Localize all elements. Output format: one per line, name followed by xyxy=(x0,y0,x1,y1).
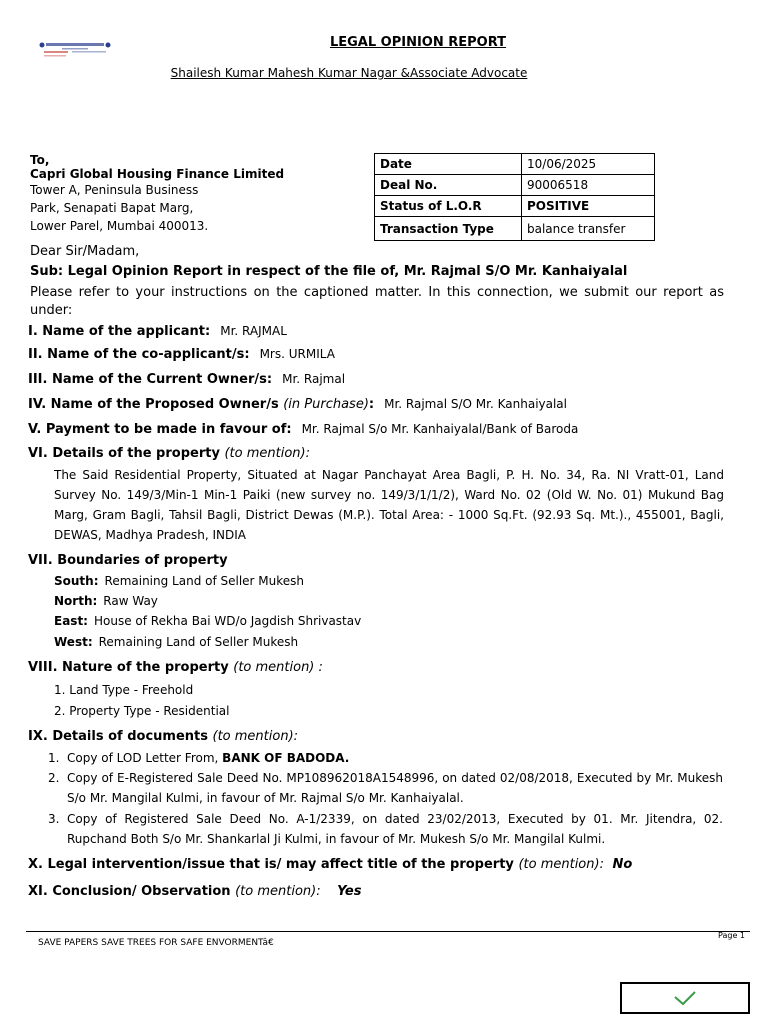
applicant-value: Mr. RAJMAL xyxy=(220,324,287,338)
checkmark-icon xyxy=(622,984,748,1012)
date-value: 10/06/2025 xyxy=(522,154,655,175)
conclusion-label: XI. Conclusion/ Observation xyxy=(28,884,231,899)
report-subtitle: Shailesh Kumar Mahesh Kumar Nagar &Associate Advocate xyxy=(170,66,528,80)
south-value: Remaining Land of Seller Mukesh xyxy=(104,574,305,588)
west-value: Remaining Land of Seller Mukesh xyxy=(98,635,299,649)
meta-row-transaction xyxy=(375,217,655,241)
section-proposed-owner xyxy=(28,397,567,412)
meta-row-status xyxy=(375,196,655,217)
footer-divider xyxy=(26,931,750,932)
current-owner-value: Mr. Rajmal xyxy=(282,372,346,386)
section-applicant xyxy=(28,324,287,339)
document-3: Copy of Registered Sale Deed No. A-1/2339, on dated 23/02/2013, Executed by 01. Mr. Jitendra, 02. Rupchand Both S/o Mr. Shankarlal Ji Kulmi, in favour of Mr. Mukesh S/o Mr. Mangilal Kulmi. xyxy=(67,812,723,846)
document-2: Copy of E-Registered Sale Deed No. MP108962018A1548996, on dated 02/08/2018, Executed by Mr. Mukesh S/o Mr. Mangilal Kulmi, in favour of Mr. Rajmal S/o Mr. Kanhaiyalal. xyxy=(67,771,723,805)
addressee-line3: Lower Parel, Mumbai 400013. xyxy=(30,219,209,233)
co-applicant-label: II. Name of the co-applicant/s: xyxy=(28,347,250,362)
conclusion-note: (to mention): xyxy=(235,884,321,899)
addressee-company: Capri Global Housing Finance Limited xyxy=(30,167,285,181)
section-documents xyxy=(28,729,298,744)
nature-item-property-type: 2. Property Type - Residential xyxy=(54,704,230,718)
boundary-east xyxy=(54,614,361,628)
subject-line: Sub: Legal Opinion Report in respect of the file of, Mr. Rajmal S/O Mr. Kanhaiyalal xyxy=(30,264,628,279)
proposed-owner-value: Mr. Rajmal S/O Mr. Kanhaiyalal xyxy=(384,397,567,411)
west-label: West: xyxy=(54,635,93,649)
status-label: Status of L.O.R xyxy=(375,196,522,217)
co-applicant-value: Mrs. URMILA xyxy=(259,347,335,361)
applicant-label: I. Name of the applicant: xyxy=(28,324,211,339)
conclusion-value: Yes xyxy=(337,884,362,899)
section-conclusion xyxy=(28,884,361,899)
nature-label: VIII. Nature of the property xyxy=(28,660,229,675)
nature-item-land-type: 1. Land Type - Freehold xyxy=(54,683,194,697)
status-value: POSITIVE xyxy=(522,196,655,217)
section-boundaries: VII. Boundaries of property xyxy=(28,553,228,568)
boundary-north xyxy=(54,594,158,608)
south-label: South: xyxy=(54,574,99,588)
boundary-west xyxy=(54,635,298,649)
proposed-owner-note: (in Purchase) xyxy=(283,397,369,412)
addressee-line1: Tower A, Peninsula Business xyxy=(30,183,199,197)
north-value: Raw Way xyxy=(103,594,158,608)
document-1-bank: BANK OF BADODA. xyxy=(222,751,350,765)
section-legal-intervention xyxy=(28,857,632,872)
to-label: To, xyxy=(30,153,50,167)
legal-intervention-label: X. Legal intervention/issue that is/ may affect title of the property xyxy=(28,857,514,872)
boundary-south xyxy=(54,574,304,588)
north-label: North: xyxy=(54,594,98,608)
legal-intervention-note: (to mention): xyxy=(518,857,604,872)
page-number: Page 1 xyxy=(718,931,745,940)
nature-note: (to mention) : xyxy=(233,660,323,675)
date-label: Date xyxy=(375,154,522,175)
addressee-line2: Park, Senapati Bapat Marg, xyxy=(30,201,194,215)
payment-value: Mr. Rajmal S/o Mr. Kanhaiyalal/Bank of Baroda xyxy=(301,422,579,436)
report-meta-table xyxy=(374,153,655,241)
meta-row-deal xyxy=(375,175,655,196)
section-current-owner xyxy=(28,372,345,387)
proposed-owner-label: IV. Name of the Proposed Owner/s xyxy=(28,397,279,412)
addressee-block xyxy=(30,153,284,235)
east-label: East: xyxy=(54,614,88,628)
property-details-text: The Said Residential Property, Situated at Nagar Panchayat Area Bagli, P. H. No. 34, Ra. NI Vratt-01, Land Survey No. 149/3/Min-1 Min-1 Paiki (new survey no. 149/3/1/1/2), Ward No. 02 (Old W. No. 01) Mukund Bag Marg, Gram Bagli, Tahsil Bagli, District Dewas (M.P.). Total Area: - 1000 Sq.Ft. (92.93 Sq. Mt.)., 455001, Bagli, DEWAS, Madhya Pradesh, INDIA xyxy=(54,468,724,542)
section-property-details xyxy=(28,446,310,461)
legal-intervention-value: No xyxy=(612,857,633,872)
footer-slogan: SAVE PAPERS SAVE TREES FOR SAFE ENVORMENTâ€ xyxy=(38,938,274,948)
property-details-label: VI. Details of the property xyxy=(28,446,220,461)
section-co-applicant xyxy=(28,347,335,362)
document-1 xyxy=(67,748,349,768)
current-owner-label: III. Name of the Current Owner/s: xyxy=(28,372,273,387)
documents-label: IX. Details of documents xyxy=(28,729,208,744)
document-1-text: Copy of LOD Letter From, xyxy=(67,751,219,765)
greeting: Dear Sir/Madam, xyxy=(30,244,140,259)
payment-label: V. Payment to be made in favour of: xyxy=(28,422,292,437)
documents-note: (to mention): xyxy=(212,729,299,744)
property-details-note: (to mention): xyxy=(224,446,310,461)
transaction-label: Transaction Type xyxy=(375,217,522,241)
intro-paragraph: Please refer to your instructions on the captioned matter. In this connection, we submit our report as under: xyxy=(30,285,724,318)
section-payment xyxy=(28,422,578,437)
meta-row-date xyxy=(375,154,655,175)
section-nature xyxy=(28,660,323,675)
document-1-number: 1. xyxy=(48,751,60,765)
report-title: LEGAL OPINION REPORT xyxy=(329,35,507,50)
deal-label: Deal No. xyxy=(375,175,522,196)
document-3-number: 3. xyxy=(48,812,60,826)
proposed-owner-colon: : xyxy=(368,397,375,412)
east-value: House of Rekha Bai WD/o Jagdish Shrivastav xyxy=(93,614,362,628)
approval-checkbox[interactable] xyxy=(620,982,750,1014)
transaction-value: balance transfer xyxy=(522,217,655,241)
deal-value: 90006518 xyxy=(522,175,655,196)
document-2-number: 2. xyxy=(48,771,60,785)
